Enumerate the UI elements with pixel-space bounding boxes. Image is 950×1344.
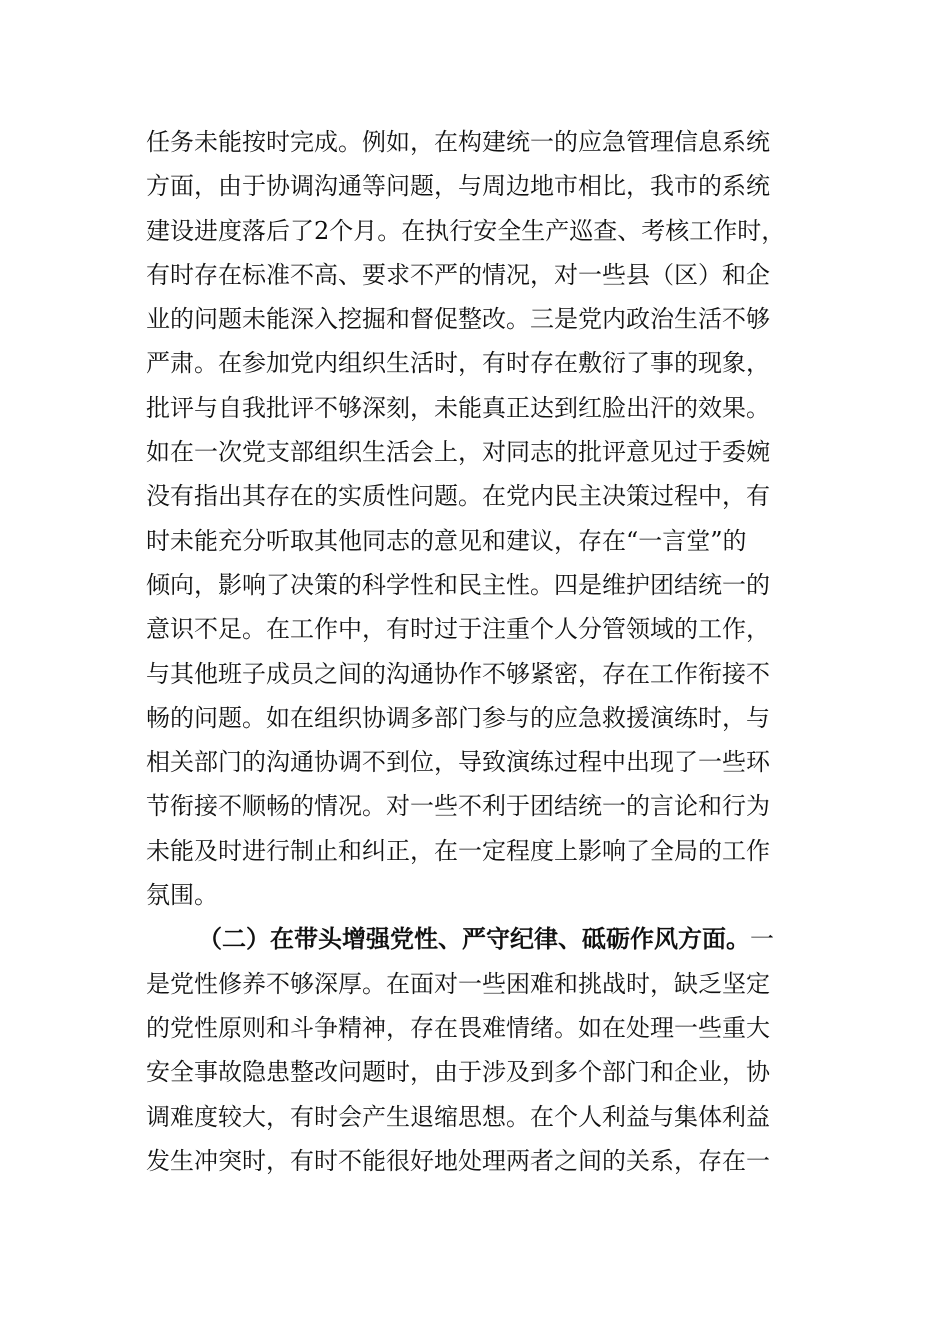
- text-line: 畅的问题。如在组织协调多部门参与的应急救援演练时，与: [146, 703, 770, 732]
- text-line: 没有指出其存在的实质性问题。在党内民主决策过程中，有: [146, 482, 770, 511]
- text-line: 意识不足。在工作中，有时过于注重个人分管领域的工作，: [146, 615, 770, 644]
- text-line: 安全事故隐患整改问题时，由于涉及到多个部门和企业，协: [146, 1058, 770, 1087]
- text-line: 严肃。在参加党内组织生活时，有时存在敷衍了事的现象，: [146, 349, 770, 378]
- text-line: 调难度较大，有时会产生退缩思想。在个人利益与集体利益: [146, 1102, 770, 1131]
- text-line: 时未能充分听取其他同志的意见和建议，存在“一言堂”的: [146, 526, 747, 555]
- text-line: 如在一次党支部组织生活会上，对同志的批评意见过于委婉: [146, 438, 770, 467]
- text-line: 倾向，影响了决策的科学性和民主性。四是维护团结统一的: [146, 570, 770, 599]
- section-2: [146, 917, 810, 1183]
- section-2-heading-tail: 一: [750, 925, 774, 954]
- text-line: 批评与自我批评不够深刻，未能真正达到红脸出汗的效果。: [146, 393, 770, 422]
- text-line: 是党性修养不够深厚。在面对一些困难和挑战时，缺乏坚定: [146, 969, 770, 998]
- text-line: 业的问题未能深入挖掘和督促整改。三是党内政治生活不够: [146, 305, 770, 334]
- text-line: 有时存在标准不高、要求不严的情况，对一些县（区）和企: [146, 260, 770, 289]
- text-line: 任务未能按时完成。例如，在构建统一的应急管理信息系统: [146, 128, 770, 156]
- text-line: 建设进度落后了2个月。在执行安全生产巡查、考核工作时，: [146, 216, 786, 245]
- text-line: 节衔接不顺畅的情况。对一些不利于团结统一的言论和行为: [146, 792, 770, 821]
- document-body: [146, 120, 810, 1183]
- text-line: 的党性原则和斗争精神，存在畏难情绪。如在处理一些重大: [146, 1013, 770, 1042]
- text-line: 氛围。: [146, 881, 218, 910]
- section-2-heading: （二）在带头增强党性、严守纪律、砥砺作风方面。: [198, 924, 750, 954]
- text-line: 发生冲突时，有时不能很好地处理两者之间的关系，存在一: [146, 1146, 770, 1175]
- section-2-first-line: [146, 917, 810, 961]
- text-line: 方面，由于协调沟通等问题，与周边地市相比，我市的系统: [146, 172, 770, 201]
- text-line: 与其他班子成员之间的沟通协作不够紧密，存在工作衔接不: [146, 659, 770, 688]
- text-line: 相关部门的沟通协调不到位，导致演练过程中出现了一些环: [146, 748, 770, 777]
- text-line: 未能及时进行制止和纠正，在一定程度上影响了全局的工作: [146, 836, 770, 865]
- paragraph-1: [146, 120, 810, 917]
